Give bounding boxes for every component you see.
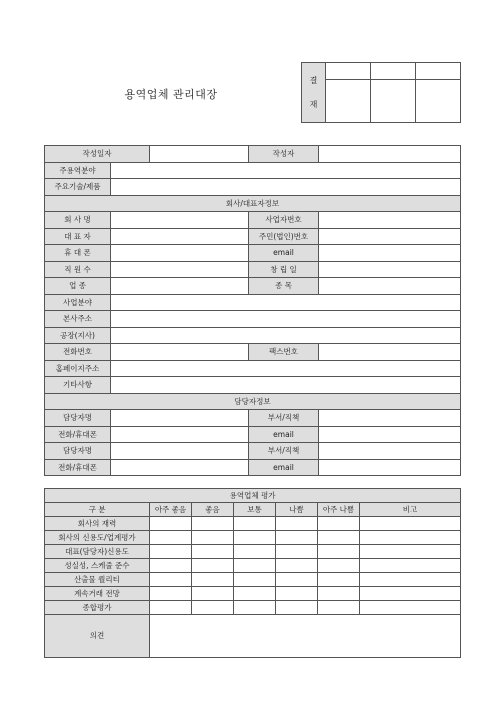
approval-sign-cell-3[interactable] bbox=[416, 80, 461, 123]
eval-header-very-good: 아주 좋음 bbox=[150, 503, 192, 517]
eval-row-label: 회사의 재력 bbox=[45, 517, 150, 531]
eval-rating-cell[interactable] bbox=[276, 545, 318, 559]
biz-field-label: 사업분야 bbox=[45, 294, 111, 311]
eval-rating-cell[interactable] bbox=[318, 517, 360, 531]
phone-label: 전화번호 bbox=[45, 344, 111, 361]
resident-no-field[interactable] bbox=[319, 228, 461, 245]
approval-header-cell-2 bbox=[371, 63, 416, 80]
business-no-label: 사업자번호 bbox=[249, 212, 319, 229]
eval-rating-cell[interactable] bbox=[318, 601, 360, 615]
eval-rating-cell[interactable] bbox=[234, 531, 276, 545]
eval-row-label: 산출물 퀄리티 bbox=[45, 573, 150, 587]
eval-row bbox=[45, 545, 461, 559]
eval-row-label: 성실성, 스케줄 준수 bbox=[45, 559, 150, 573]
main-tech-label: 주요기술/제품 bbox=[45, 179, 111, 196]
evaluation-section-header: 용역업체 평가 bbox=[45, 489, 461, 503]
eval-header-bad: 나쁨 bbox=[276, 503, 318, 517]
writer-label: 작성자 bbox=[249, 146, 319, 163]
contact2-name-label: 담당자명 bbox=[45, 443, 111, 460]
eval-rating-cell[interactable] bbox=[150, 587, 192, 601]
contact2-dept-label: 부서/직책 bbox=[249, 443, 319, 460]
etc-label: 기타사항 bbox=[45, 377, 111, 394]
eval-row bbox=[45, 601, 461, 615]
approval-sign-cell-2[interactable] bbox=[371, 80, 416, 123]
eval-rating-cell[interactable] bbox=[360, 573, 461, 587]
email-field[interactable] bbox=[319, 245, 461, 262]
mobile-label: 휴 대 폰 bbox=[45, 245, 111, 262]
eval-rating-cell[interactable] bbox=[150, 601, 192, 615]
info-table bbox=[44, 145, 461, 476]
contact2-name-field[interactable] bbox=[111, 443, 249, 460]
eval-rating-cell[interactable] bbox=[192, 587, 234, 601]
contact2-phone-label: 전화/휴대폰 bbox=[45, 459, 111, 476]
eval-rating-cell[interactable] bbox=[318, 587, 360, 601]
eval-rating-cell[interactable] bbox=[360, 601, 461, 615]
eval-rating-cell[interactable] bbox=[192, 601, 234, 615]
eval-header-good: 좋음 bbox=[192, 503, 234, 517]
contact2-email-label: email bbox=[249, 459, 319, 476]
business-no-field[interactable] bbox=[319, 212, 461, 229]
business-type-label: 업 종 bbox=[45, 278, 111, 295]
phone-field[interactable] bbox=[111, 344, 249, 361]
eval-rating-cell[interactable] bbox=[192, 573, 234, 587]
contact1-phone-field[interactable] bbox=[111, 426, 249, 443]
eval-rating-cell[interactable] bbox=[318, 573, 360, 587]
evaluation-table bbox=[44, 488, 461, 658]
ceo-label: 대 표 자 bbox=[45, 228, 111, 245]
resident-no-label: 주민(법인)번호 bbox=[249, 228, 319, 245]
contact1-dept-field[interactable] bbox=[319, 410, 461, 427]
biz-field-input[interactable] bbox=[111, 294, 461, 311]
business-type-field[interactable] bbox=[111, 278, 249, 295]
contact2-phone-field[interactable] bbox=[111, 459, 249, 476]
eval-rating-cell[interactable] bbox=[192, 545, 234, 559]
eval-rating-cell[interactable] bbox=[192, 531, 234, 545]
eval-rating-cell[interactable] bbox=[318, 559, 360, 573]
contact2-email-field[interactable] bbox=[319, 459, 461, 476]
contact2-dept-field[interactable] bbox=[319, 443, 461, 460]
approval-header-cell-3 bbox=[416, 63, 461, 80]
hq-address-label: 본사주소 bbox=[45, 311, 111, 328]
eval-row-label: 회사의 신용도/업계평가 bbox=[45, 531, 150, 545]
eval-rating-cell[interactable] bbox=[276, 517, 318, 531]
eval-rating-cell[interactable] bbox=[276, 573, 318, 587]
approval-box bbox=[301, 62, 461, 123]
contact1-name-label: 담당자명 bbox=[45, 410, 111, 427]
main-field-label: 주용역분야 bbox=[45, 162, 111, 179]
ceo-field[interactable] bbox=[111, 228, 249, 245]
writer-date-field[interactable] bbox=[150, 146, 249, 163]
eval-row bbox=[45, 517, 461, 531]
fax-label: 팩스번호 bbox=[249, 344, 319, 361]
eval-row bbox=[45, 531, 461, 545]
contact1-email-label: email bbox=[249, 426, 319, 443]
contact1-email-field[interactable] bbox=[319, 426, 461, 443]
company-name-label: 회 사 명 bbox=[45, 212, 111, 229]
company-name-field[interactable] bbox=[111, 212, 249, 229]
homepage-label: 홈페이지주소 bbox=[45, 360, 111, 377]
eval-rating-cell[interactable] bbox=[150, 517, 192, 531]
contact1-phone-label: 전화/휴대폰 bbox=[45, 426, 111, 443]
hq-address-input[interactable] bbox=[111, 311, 461, 328]
eval-rating-cell[interactable] bbox=[150, 545, 192, 559]
founded-label: 창 립 일 bbox=[249, 261, 319, 278]
founded-field[interactable] bbox=[319, 261, 461, 278]
contact1-dept-label: 부서/직책 bbox=[249, 410, 319, 427]
employees-label: 직 원 수 bbox=[45, 261, 111, 278]
eval-rating-cell[interactable] bbox=[276, 559, 318, 573]
eval-rating-cell[interactable] bbox=[360, 517, 461, 531]
company-section-header: 회사/대표자정보 bbox=[45, 195, 461, 212]
eval-header-category: 구 분 bbox=[45, 503, 150, 517]
eval-rating-cell[interactable] bbox=[150, 573, 192, 587]
eval-rating-cell[interactable] bbox=[276, 531, 318, 545]
document-title: 용역업체 관리대장 bbox=[124, 88, 218, 101]
eval-row-label: 계속거래 전망 bbox=[45, 587, 150, 601]
fax-field[interactable] bbox=[319, 344, 461, 361]
eval-rating-cell[interactable] bbox=[276, 587, 318, 601]
eval-rating-cell[interactable] bbox=[360, 559, 461, 573]
email-label: email bbox=[249, 245, 319, 262]
eval-row-label: 대표(담당자)신용도 bbox=[45, 545, 150, 559]
opinion-label: 의견 bbox=[45, 615, 150, 658]
eval-rating-cell[interactable] bbox=[360, 587, 461, 601]
contact1-name-field[interactable] bbox=[111, 410, 249, 427]
eval-header-very-bad: 아주 나쁨 bbox=[318, 503, 360, 517]
employees-field[interactable] bbox=[111, 261, 249, 278]
factory-input[interactable] bbox=[111, 327, 461, 344]
eval-rating-cell[interactable] bbox=[192, 517, 234, 531]
approval-label: 결 재 bbox=[302, 63, 326, 123]
eval-rating-cell[interactable] bbox=[234, 545, 276, 559]
eval-rating-cell[interactable] bbox=[192, 559, 234, 573]
homepage-input[interactable] bbox=[111, 360, 461, 377]
eval-row-label: 종합평가 bbox=[45, 601, 150, 615]
eval-rating-cell[interactable] bbox=[318, 531, 360, 545]
eval-rating-cell[interactable] bbox=[150, 559, 192, 573]
factory-label: 공장(지사) bbox=[45, 327, 111, 344]
approval-header-cell-1 bbox=[326, 63, 371, 80]
eval-header-normal: 보통 bbox=[234, 503, 276, 517]
business-item-field[interactable] bbox=[319, 278, 461, 295]
etc-input[interactable] bbox=[111, 377, 461, 394]
main-tech-input[interactable] bbox=[111, 179, 461, 196]
business-item-label: 종 목 bbox=[249, 278, 319, 295]
eval-rating-cell[interactable] bbox=[360, 531, 461, 545]
eval-rating-cell[interactable] bbox=[150, 531, 192, 545]
eval-rating-cell[interactable] bbox=[234, 517, 276, 531]
eval-row bbox=[45, 559, 461, 573]
mobile-field[interactable] bbox=[111, 245, 249, 262]
eval-rating-cell[interactable] bbox=[234, 573, 276, 587]
eval-row bbox=[45, 587, 461, 601]
eval-rating-cell[interactable] bbox=[234, 601, 276, 615]
opinion-field[interactable] bbox=[150, 615, 461, 658]
eval-rating-cell[interactable] bbox=[234, 559, 276, 573]
eval-rating-cell[interactable] bbox=[318, 545, 360, 559]
eval-header-note: 비고 bbox=[360, 503, 461, 517]
contact-section-header: 담당자정보 bbox=[45, 393, 461, 410]
eval-row bbox=[45, 573, 461, 587]
writer-field[interactable] bbox=[319, 146, 461, 163]
writer-date-label: 작성일자 bbox=[45, 146, 150, 163]
approval-sign-cell-1[interactable] bbox=[326, 80, 371, 123]
eval-rating-cell[interactable] bbox=[360, 545, 461, 559]
main-field-input[interactable] bbox=[111, 162, 461, 179]
eval-rating-cell[interactable] bbox=[276, 601, 318, 615]
eval-rating-cell[interactable] bbox=[234, 587, 276, 601]
